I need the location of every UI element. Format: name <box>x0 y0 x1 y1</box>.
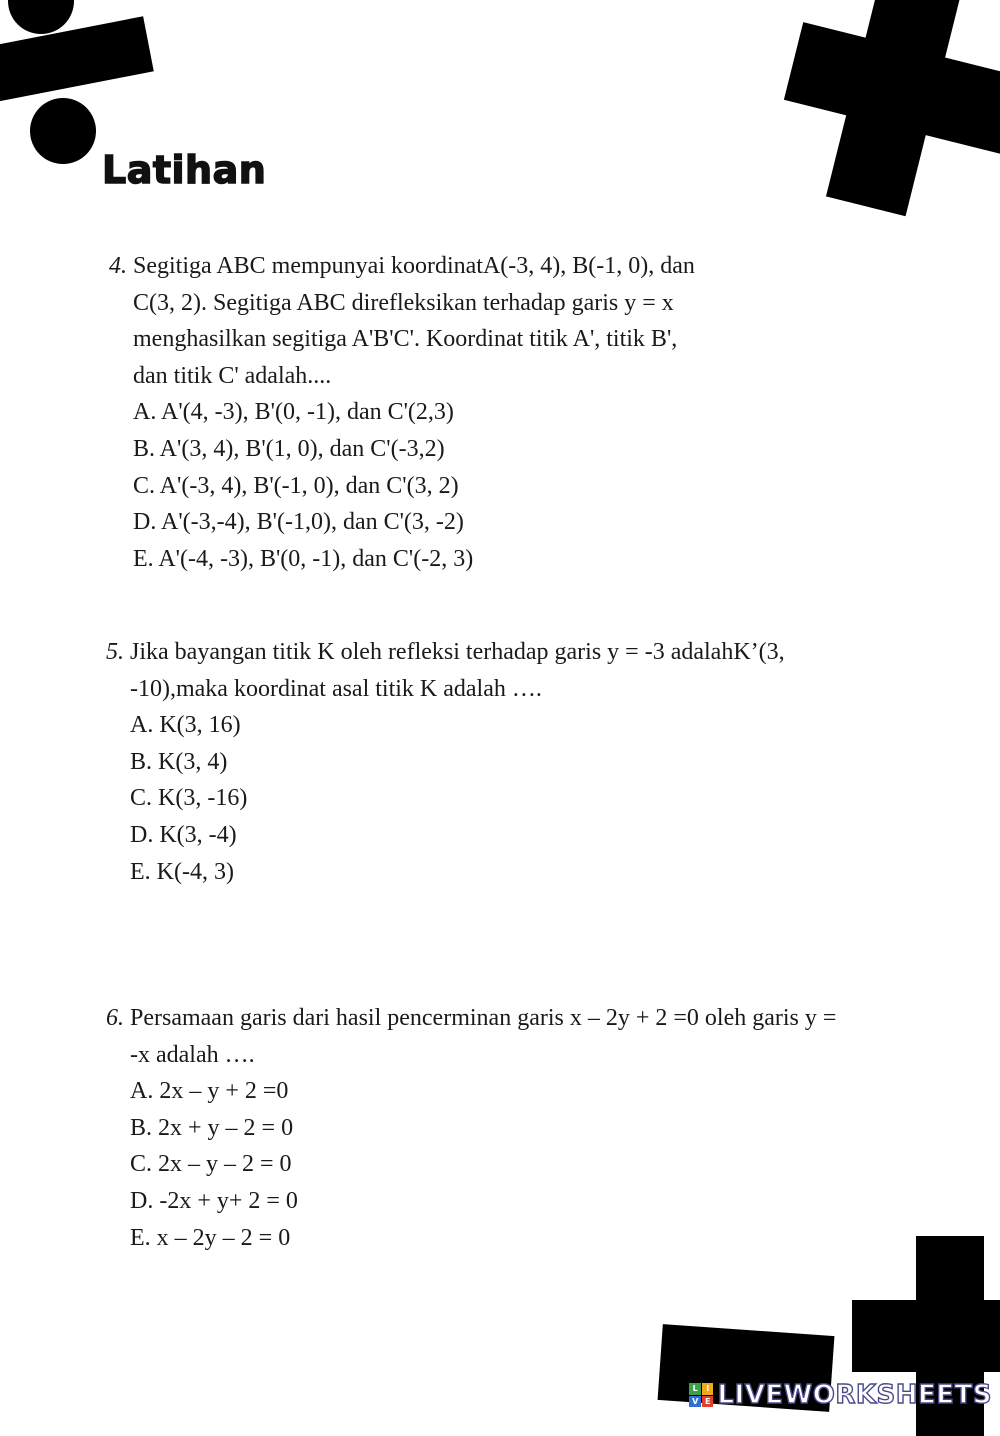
watermark-text: LIVEWORKSHEETS <box>717 1380 992 1410</box>
question-text-line: Segitiga ABC mempunyai koordinatA(-3, 4), B(-1, 0), dan <box>133 253 695 279</box>
answer-option-c[interactable]: C. A'(-3, 4), B'(-1, 0), dan C'(3, 2) <box>133 472 459 499</box>
answer-option-e[interactable]: E. K(-4, 3) <box>130 858 234 885</box>
answer-option-c[interactable]: C. K(3, -16) <box>130 785 248 812</box>
question-text-line: menghasilkan segitiga A'B'C'. Koordinat titik A', titik B', <box>133 326 678 353</box>
answer-option-b[interactable]: B. 2x + y – 2 = 0 <box>130 1114 294 1141</box>
answer-option-a[interactable]: A. A'(4, -3), B'(0, -1), dan C'(2,3) <box>133 399 454 426</box>
answer-option-a[interactable]: A. 2x – y + 2 =0 <box>130 1078 289 1105</box>
liveworksheets-logo-icon <box>689 1383 713 1407</box>
answer-option-d[interactable]: D. -2x + y+ 2 = 0 <box>130 1187 298 1214</box>
question-4 <box>109 248 695 577</box>
question-text-line: -x adalah …. <box>130 1041 255 1068</box>
question-text-line: Persamaan garis dari hasil pencerminan garis x – 2y + 2 =0 oleh garis y = <box>130 1005 837 1031</box>
divide-sign-bar <box>0 16 154 103</box>
question-6 <box>106 1000 837 1256</box>
answer-option-c[interactable]: C. 2x – y – 2 = 0 <box>130 1151 292 1178</box>
answer-option-b[interactable]: B. A'(3, 4), B'(1, 0), dan C'(-3,2) <box>133 435 445 462</box>
logo-letter: I <box>702 1383 714 1395</box>
question-number: 5. <box>106 639 124 665</box>
question-text-line: C(3, 2). Segitiga ABC direfleksikan terhadap garis y = x <box>133 289 674 316</box>
page-title: Latihan <box>102 148 267 192</box>
answer-option-e[interactable]: E. A'(-4, -3), B'(0, -1), dan C'(-2, 3) <box>133 545 474 572</box>
logo-letter: L <box>689 1383 701 1395</box>
answer-option-d[interactable]: D. K(3, -4) <box>130 821 237 848</box>
answer-option-a[interactable]: A. K(3, 16) <box>130 712 241 739</box>
question-number: 6. <box>106 1005 124 1031</box>
liveworksheets-watermark[interactable] <box>689 1380 992 1410</box>
logo-letter: V <box>689 1396 701 1408</box>
question-text-line: -10),maka koordinat asal titik K adalah …. <box>130 675 542 702</box>
question-number: 4. <box>109 253 127 279</box>
plus-sign-bottom-right-horizontal <box>852 1300 1000 1372</box>
divide-sign-bottom-dot <box>30 98 96 164</box>
question-5 <box>106 634 785 890</box>
divide-sign-top-dot <box>8 0 74 34</box>
question-text-line: dan titik C' adalah.... <box>133 362 332 389</box>
answer-option-d[interactable]: D. A'(-3,-4), B'(-1,0), dan C'(3, -2) <box>133 509 464 536</box>
answer-option-b[interactable]: B. K(3, 4) <box>130 748 228 775</box>
logo-letter: E <box>702 1396 714 1408</box>
answer-option-e[interactable]: E. x – 2y – 2 = 0 <box>130 1224 291 1251</box>
question-text-line: Jika bayangan titik K oleh refleksi terhadap garis y = -3 adalahK’(3, <box>130 639 785 665</box>
